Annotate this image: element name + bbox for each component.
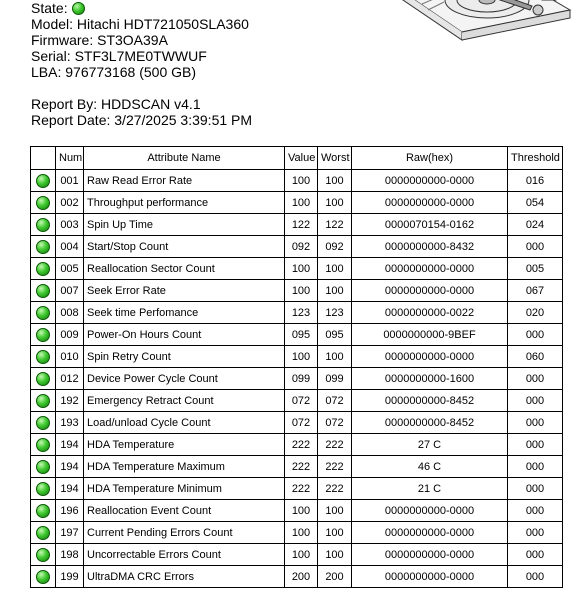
threshold-cell: 000 (508, 478, 563, 500)
status-ok-icon (36, 196, 50, 210)
threshold-cell: 000 (508, 566, 563, 588)
value-cell: 100 (285, 258, 318, 280)
value-cell: 100 (285, 544, 318, 566)
table-row (31, 434, 563, 456)
table-row (31, 478, 563, 500)
attribute-name-cell: Seek time Perfomance (84, 302, 285, 324)
worst-cell: 092 (318, 236, 352, 258)
table-row (31, 214, 563, 236)
status-cell (31, 236, 56, 258)
raw-cell: 0000070154-0162 (352, 214, 508, 236)
value-cell: 200 (285, 566, 318, 588)
model-text: Model: Hitachi HDT721050SLA360 (31, 16, 249, 32)
worst-cell: 200 (318, 566, 352, 588)
status-cell (31, 324, 56, 346)
raw-cell: 0000000000-0000 (352, 170, 508, 192)
hard-drive-illustration (392, 0, 572, 60)
threshold-cell: 005 (508, 258, 563, 280)
table-row (31, 236, 563, 258)
num-cell: 007 (56, 280, 84, 302)
num-cell: 004 (56, 236, 84, 258)
threshold-cell: 020 (508, 302, 563, 324)
num-cell: 193 (56, 412, 84, 434)
num-cell: 005 (56, 258, 84, 280)
threshold-cell: 000 (508, 390, 563, 412)
num-cell: 197 (56, 522, 84, 544)
table-row (31, 456, 563, 478)
value-cell: 123 (285, 302, 318, 324)
status-ok-icon (36, 526, 50, 540)
attribute-name-cell: Uncorrectable Errors Count (84, 544, 285, 566)
table-row (31, 522, 563, 544)
threshold-cell: 000 (508, 544, 563, 566)
status-cell (31, 302, 56, 324)
status-ok-icon (36, 372, 50, 386)
header-raw: Raw(hex) (352, 147, 508, 170)
raw-cell: 0000000000-0000 (352, 544, 508, 566)
worst-cell: 100 (318, 258, 352, 280)
threshold-cell: 000 (508, 368, 563, 390)
num-cell: 003 (56, 214, 84, 236)
worst-cell: 222 (318, 434, 352, 456)
attribute-name-cell: Seek Error Rate (84, 280, 285, 302)
table-row (31, 170, 563, 192)
num-cell: 010 (56, 346, 84, 368)
worst-cell: 100 (318, 192, 352, 214)
drive-info-header (31, 0, 252, 128)
status-ok-icon (36, 240, 50, 254)
smart-attributes-table (30, 146, 563, 588)
worst-cell: 100 (318, 500, 352, 522)
raw-cell: 0000000000-0000 (352, 258, 508, 280)
num-cell: 194 (56, 478, 84, 500)
worst-cell: 072 (318, 412, 352, 434)
raw-cell: 0000000000-0000 (352, 500, 508, 522)
status-ok-icon (36, 482, 50, 496)
worst-cell: 222 (318, 478, 352, 500)
firmware-text: Firmware: ST3OA39A (31, 32, 168, 48)
table-row (31, 390, 563, 412)
header-attribute-name: Attribute Name (84, 147, 285, 170)
status-ok-icon (36, 284, 50, 298)
status-cell (31, 390, 56, 412)
status-cell (31, 456, 56, 478)
table-row (31, 368, 563, 390)
status-cell (31, 346, 56, 368)
raw-cell: 0000000000-0000 (352, 566, 508, 588)
value-cell: 222 (285, 456, 318, 478)
raw-cell: 21 C (352, 478, 508, 500)
value-cell: 222 (285, 434, 318, 456)
threshold-cell: 000 (508, 324, 563, 346)
state-label: State: (31, 0, 68, 16)
raw-cell: 0000000000-8432 (352, 236, 508, 258)
status-ok-icon (36, 328, 50, 342)
status-cell (31, 500, 56, 522)
value-cell: 100 (285, 522, 318, 544)
state-ok-icon (72, 2, 85, 15)
status-cell (31, 434, 56, 456)
raw-cell: 0000000000-0000 (352, 522, 508, 544)
num-cell: 192 (56, 390, 84, 412)
status-ok-icon (36, 306, 50, 320)
raw-cell: 0000000000-0022 (352, 302, 508, 324)
status-ok-icon (36, 350, 50, 364)
value-cell: 100 (285, 280, 318, 302)
table-row (31, 500, 563, 522)
header-num: Num (56, 147, 84, 170)
status-ok-icon (36, 548, 50, 562)
worst-cell: 100 (318, 522, 352, 544)
attribute-name-cell: Power-On Hours Count (84, 324, 285, 346)
header-worst: Worst (318, 147, 352, 170)
attribute-name-cell: HDA Temperature Minimum (84, 478, 285, 500)
value-cell: 092 (285, 236, 318, 258)
threshold-cell: 000 (508, 500, 563, 522)
attribute-name-cell: Load/unload Cycle Count (84, 412, 285, 434)
num-cell: 194 (56, 434, 84, 456)
worst-cell: 122 (318, 214, 352, 236)
raw-cell: 0000000000-8452 (352, 390, 508, 412)
worst-cell: 099 (318, 368, 352, 390)
status-ok-icon (36, 174, 50, 188)
num-cell: 002 (56, 192, 84, 214)
num-cell: 199 (56, 566, 84, 588)
value-cell: 099 (285, 368, 318, 390)
threshold-cell: 067 (508, 280, 563, 302)
attribute-name-cell: Reallocation Sector Count (84, 258, 285, 280)
attribute-name-cell: HDA Temperature (84, 434, 285, 456)
status-cell (31, 280, 56, 302)
threshold-cell: 000 (508, 412, 563, 434)
table-row (31, 324, 563, 346)
table-row (31, 544, 563, 566)
table-row (31, 346, 563, 368)
spacer (31, 80, 252, 96)
worst-cell: 100 (318, 170, 352, 192)
status-cell (31, 368, 56, 390)
attribute-name-cell: UltraDMA CRC Errors (84, 566, 285, 588)
serial-text: Serial: STF3L7ME0TWWUF (31, 48, 207, 64)
state-line (31, 0, 252, 16)
status-cell (31, 214, 56, 236)
attribute-name-cell: Start/Stop Count (84, 236, 285, 258)
header-value: Value (285, 147, 318, 170)
table-row (31, 280, 563, 302)
header-status (31, 147, 56, 170)
worst-cell: 100 (318, 280, 352, 302)
raw-cell: 0000000000-9BEF (352, 324, 508, 346)
raw-cell: 46 C (352, 456, 508, 478)
worst-cell: 095 (318, 324, 352, 346)
attribute-name-cell: Emergency Retract Count (84, 390, 285, 412)
threshold-cell: 054 (508, 192, 563, 214)
threshold-cell: 000 (508, 456, 563, 478)
status-ok-icon (36, 218, 50, 232)
status-cell (31, 192, 56, 214)
threshold-cell: 016 (508, 170, 563, 192)
threshold-cell: 024 (508, 214, 563, 236)
status-ok-icon (36, 394, 50, 408)
attribute-name-cell: Spin Retry Count (84, 346, 285, 368)
status-cell (31, 566, 56, 588)
num-cell: 009 (56, 324, 84, 346)
status-cell (31, 258, 56, 280)
table-row (31, 412, 563, 434)
attribute-name-cell: Device Power Cycle Count (84, 368, 285, 390)
threshold-cell: 000 (508, 236, 563, 258)
raw-cell: 27 C (352, 434, 508, 456)
worst-cell: 222 (318, 456, 352, 478)
attribute-name-cell: Raw Read Error Rate (84, 170, 285, 192)
status-cell (31, 412, 56, 434)
status-cell (31, 522, 56, 544)
num-cell: 194 (56, 456, 84, 478)
value-cell: 072 (285, 390, 318, 412)
lba-text: LBA: 976773168 (500 GB) (31, 64, 197, 80)
threshold-cell: 000 (508, 434, 563, 456)
attribute-name-cell: Throughput performance (84, 192, 285, 214)
raw-cell: 0000000000-1600 (352, 368, 508, 390)
raw-cell: 0000000000-0000 (352, 346, 508, 368)
attribute-name-cell: Current Pending Errors Count (84, 522, 285, 544)
header-threshold: Threshold (508, 147, 563, 170)
num-cell: 012 (56, 368, 84, 390)
table-row (31, 566, 563, 588)
attribute-name-cell: Reallocation Event Count (84, 500, 285, 522)
attribute-name-cell: HDA Temperature Maximum (84, 456, 285, 478)
status-cell (31, 170, 56, 192)
value-cell: 100 (285, 170, 318, 192)
num-cell: 008 (56, 302, 84, 324)
value-cell: 100 (285, 192, 318, 214)
table-body (31, 170, 563, 588)
table-row (31, 258, 563, 280)
table-header-row (31, 147, 563, 170)
status-cell (31, 544, 56, 566)
value-cell: 100 (285, 346, 318, 368)
value-cell: 122 (285, 214, 318, 236)
value-cell: 100 (285, 500, 318, 522)
num-cell: 196 (56, 500, 84, 522)
raw-cell: 0000000000-8452 (352, 412, 508, 434)
worst-cell: 072 (318, 390, 352, 412)
status-ok-icon (36, 262, 50, 276)
status-ok-icon (36, 416, 50, 430)
worst-cell: 100 (318, 346, 352, 368)
threshold-cell: 060 (508, 346, 563, 368)
value-cell: 222 (285, 478, 318, 500)
status-ok-icon (36, 460, 50, 474)
report-by-text: Report By: HDDSCAN v4.1 (31, 96, 201, 112)
status-ok-icon (36, 570, 50, 584)
num-cell: 001 (56, 170, 84, 192)
report-date-text: Report Date: 3/27/2025 3:39:51 PM (31, 112, 253, 128)
raw-cell: 0000000000-0000 (352, 280, 508, 302)
value-cell: 095 (285, 324, 318, 346)
value-cell: 072 (285, 412, 318, 434)
num-cell: 198 (56, 544, 84, 566)
table-row (31, 192, 563, 214)
raw-cell: 0000000000-0000 (352, 192, 508, 214)
attribute-name-cell: Spin Up Time (84, 214, 285, 236)
worst-cell: 123 (318, 302, 352, 324)
table-row (31, 302, 563, 324)
status-ok-icon (36, 438, 50, 452)
threshold-cell: 000 (508, 522, 563, 544)
worst-cell: 100 (318, 544, 352, 566)
status-ok-icon (36, 504, 50, 518)
status-cell (31, 478, 56, 500)
